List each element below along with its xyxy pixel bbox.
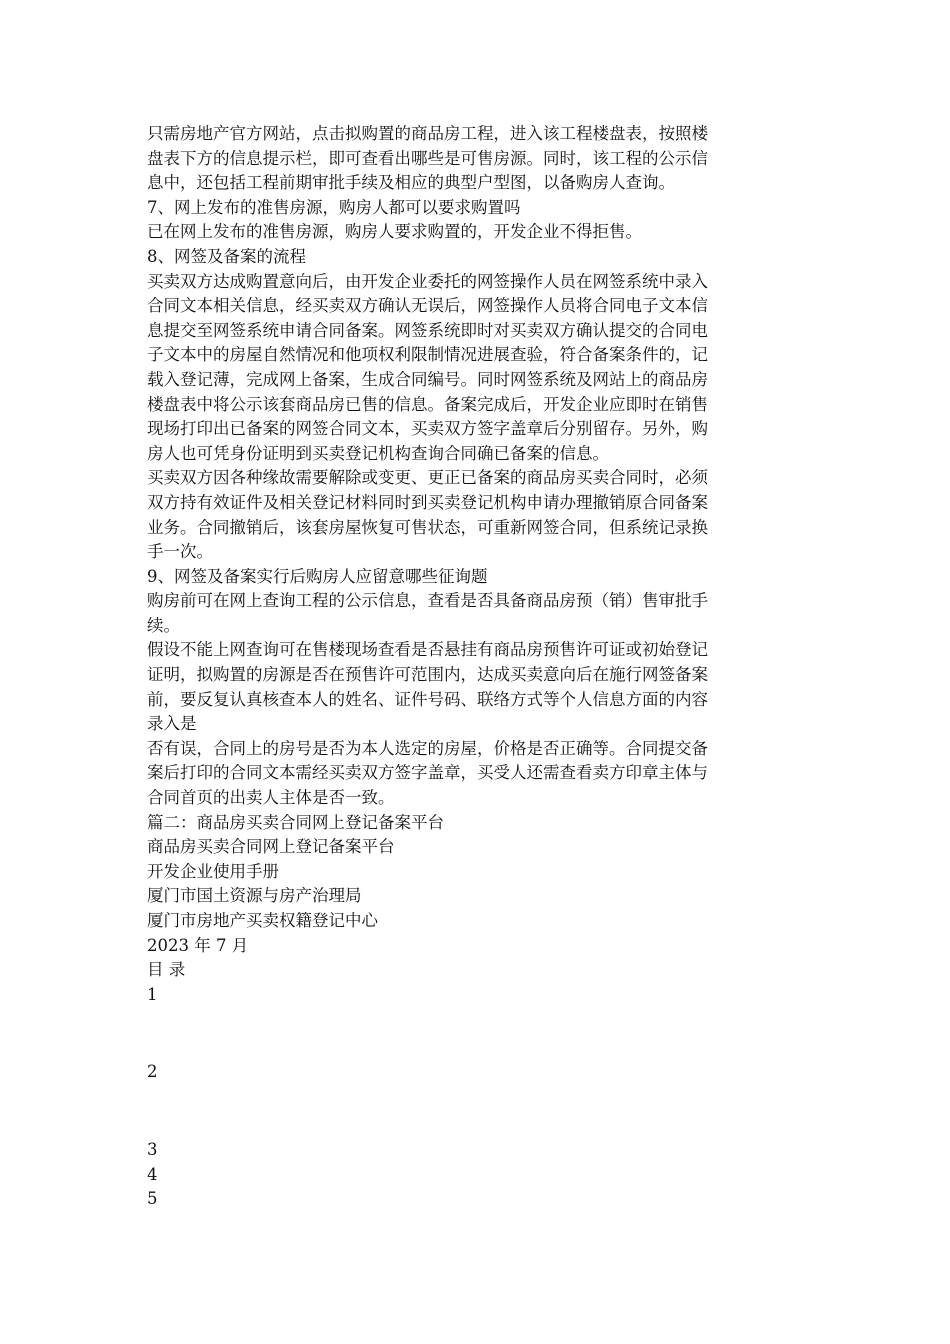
toc-spacer [147, 1007, 802, 1060]
document-body [147, 122, 802, 983]
paragraph-h7 [147, 196, 802, 221]
text-line: 7、网上发布的准售房源，购房人都可以要求购置吗 [147, 197, 521, 217]
text-line: 息中，还包括工程前期审批手续及相应的典型户型图，以备购房人查询。 [147, 173, 675, 193]
text-line: 厦门市国土资源与房产治理局 [147, 886, 362, 906]
text-line: 假设不能上网查询可在售楼现场查看是否悬挂有商品房预售许可证或初始登记 [147, 640, 708, 660]
text-line: 合同首页的出卖人主体是否一致。 [147, 788, 395, 808]
document-page [147, 122, 802, 1212]
text-line: 厦门市房地产买卖权籍登记中心 [147, 911, 378, 930]
text-line: 目 录 [147, 960, 186, 980]
text-line: 载入登记薄，完成网上备案，生成合同编号。同时网签系统及网站上的商品房 [147, 369, 708, 389]
toc-spacer [147, 1085, 802, 1138]
paragraph-p1 [147, 122, 802, 196]
text-line: 盘表下方的信息提示栏，即可查看出哪些是可售房源。同时，该工程的公示信 [147, 148, 708, 168]
paragraph-part2 [147, 811, 802, 836]
text-line: 已在网上发布的准售房源，购房人要求购置的，开发企业不得拒售。 [147, 222, 642, 242]
toc-number-4: 4 [147, 1164, 158, 1184]
toc-number-3: 3 [147, 1139, 158, 1159]
text-line: 业务。合同撤销后，该套房屋恢复可售状态，可重新网签合同，但系统记录换 [147, 517, 708, 537]
text-line: 开发企业使用手册 [147, 861, 279, 881]
text-line: 商品房买卖合同网上登记备案平台 [147, 837, 395, 857]
text-line: 息提交至网签系统申请合同备案。网签系统即时对买卖双方确认提交的合同电 [147, 320, 708, 340]
text-line: 证明，拟购置的房源是否在预售许可范围内，达成买卖意向后在施行网签备案 [147, 665, 708, 685]
text-line: 子文本中的房屋自然情况和他项权利限制情况进展查验，符合备案条件的，记 [147, 345, 708, 365]
paragraph-p3 [147, 270, 802, 467]
text-line: 只需房地产官方网站，点击拟购置的商品房工程，进入该工程楼盘表，按照楼 [147, 124, 708, 143]
text-line: 篇二：商品房买卖合同网上登记备案平台 [147, 812, 444, 832]
text-line: 房人也可凭身份证明到买卖登记机构查询合同确已备案的信息。 [147, 443, 609, 463]
toc-number-5: 5 [147, 1189, 158, 1209]
paragraph-p4 [147, 466, 802, 564]
toc-number-1: 1 [147, 984, 158, 1004]
text-line: 案后打印的合同文本需经买卖双方签字盖章，买受人还需查看卖方印章主体与 [147, 763, 708, 783]
paragraph-p2 [147, 220, 802, 245]
text-line: 双方持有效证件及相关登记材料同时到买卖登记机构申请办理撤销原合同备案 [147, 492, 708, 512]
paragraph-org1 [147, 884, 802, 909]
text-line: 否有误，合同上的房号是否为本人选定的房屋，价格是否正确等。合同提交备 [147, 738, 708, 758]
text-line: 前，要反复认真核查本人的姓名、证件号码、联络方式等个人信息方面的内容 [147, 689, 708, 709]
text-line: 手一次。 [147, 542, 213, 562]
text-line: 楼盘表中将公示该套商品房已售的信息。备案完成后，开发企业应即时在销售 [147, 394, 708, 414]
text-line: 购房前可在网上查询工程的公示信息，查看是否具备商品房预（销）售审批手 [147, 591, 708, 611]
paragraph-manual-subtitle [147, 860, 802, 885]
paragraph-manual-title [147, 835, 802, 860]
paragraph-h8 [147, 245, 802, 270]
text-line: 9、网签及备案实行后购房人应留意哪些征询题 [147, 566, 488, 586]
text-line: 2023 年 7 月 [147, 935, 249, 955]
table-of-contents [147, 983, 802, 1212]
paragraph-h9 [147, 565, 802, 590]
text-line: 8、网签及备案的流程 [147, 246, 306, 266]
paragraph-p6 [147, 638, 802, 736]
text-line: 录入是 [147, 714, 197, 734]
paragraph-p5 [147, 589, 802, 638]
paragraph-toc-title [147, 958, 802, 983]
paragraph-p7 [147, 737, 802, 811]
paragraph-date [147, 934, 802, 959]
text-line: 买卖双方达成购置意向后，由开发企业委托的网签操作人员在网签系统中录入 [147, 271, 708, 291]
text-line: 现场打印出已备案的网签合同文本，买卖双方签字盖章后分别留存。另外，购 [147, 419, 708, 439]
text-line: 续。 [147, 615, 180, 635]
paragraph-org2 [147, 909, 802, 934]
text-line: 合同文本相关信息，经买卖双方确认无误后，网签操作人员将合同电子文本信 [147, 296, 708, 316]
toc-number-2: 2 [147, 1062, 158, 1082]
text-line: 买卖双方因各种缘故需要解除或变更、更正已备案的商品房买卖合同时，必须 [147, 468, 708, 488]
